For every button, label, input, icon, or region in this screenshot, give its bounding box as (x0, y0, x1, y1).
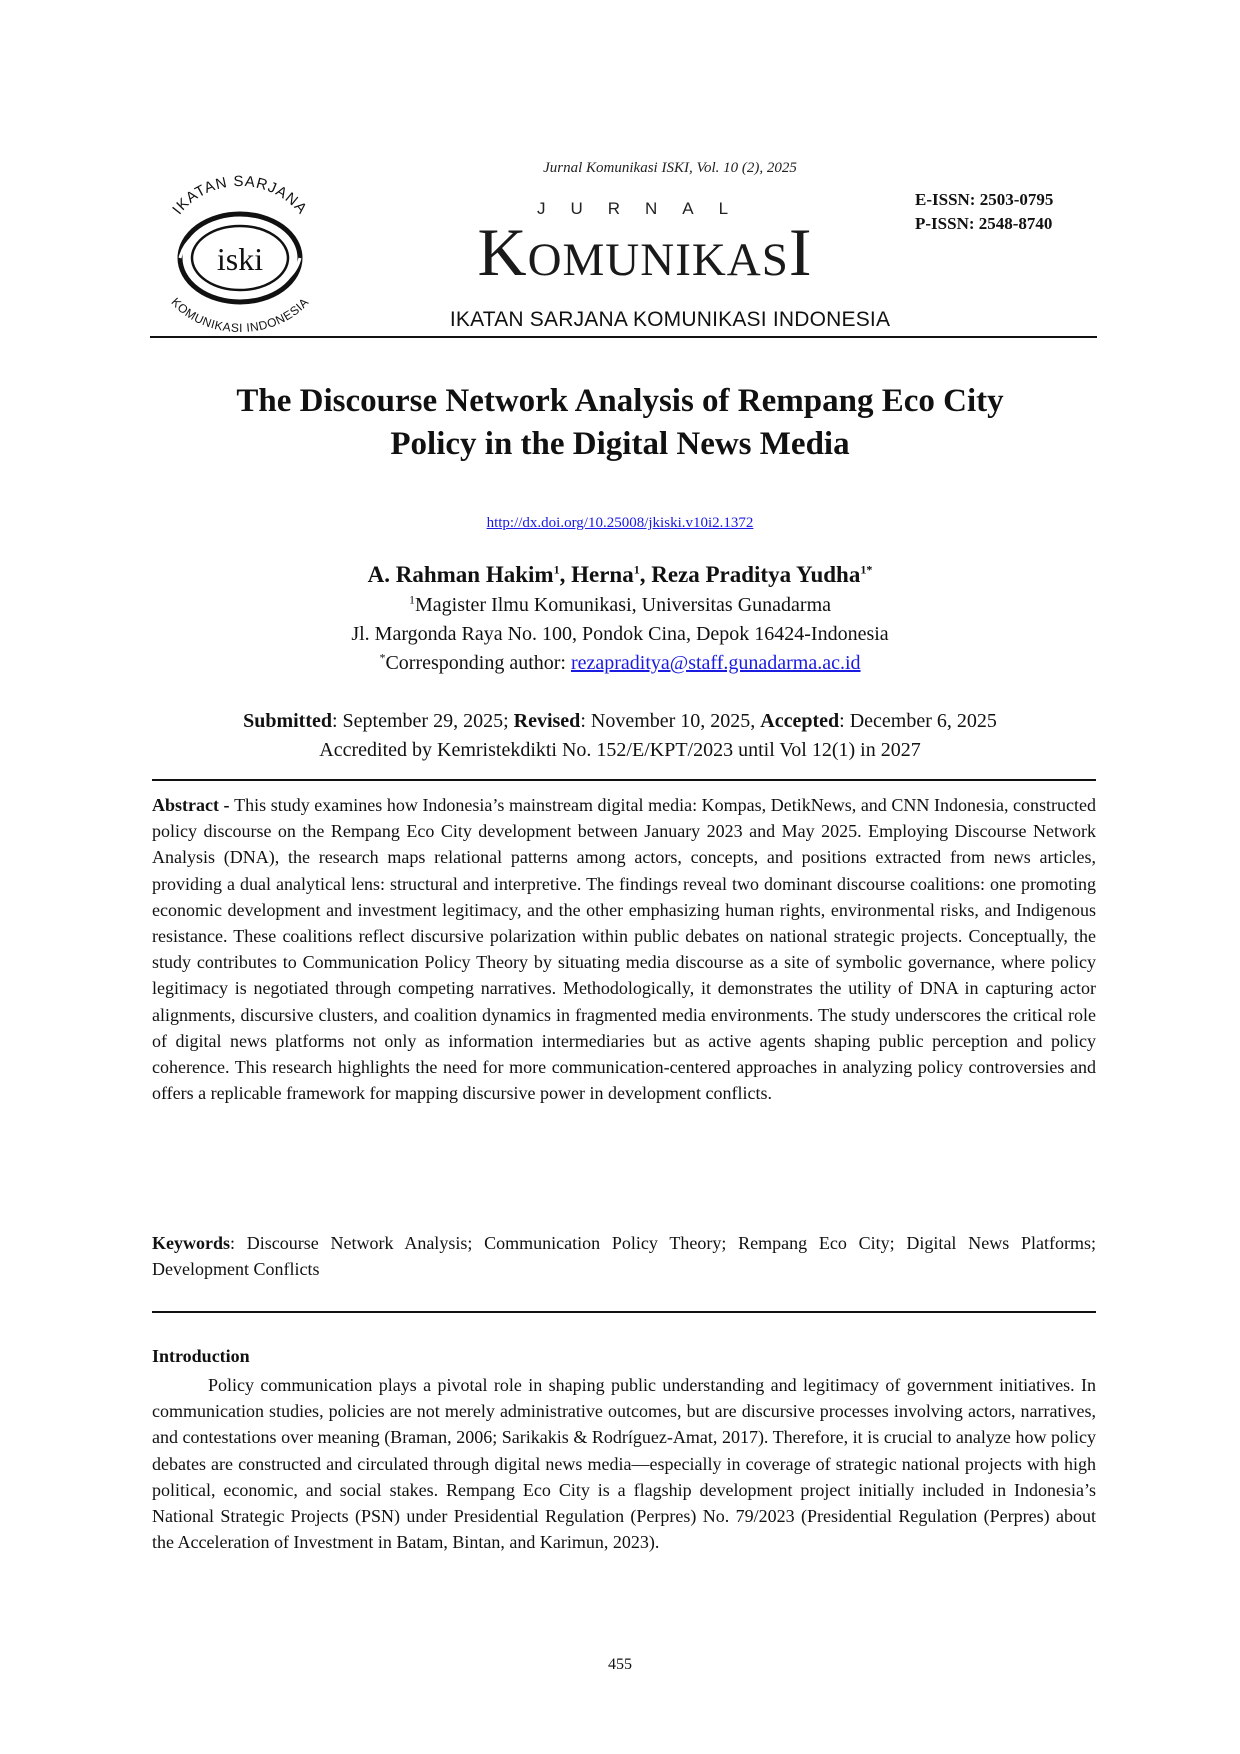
keywords-text: : Discourse Network Analysis; Communication Policy Theory; Rempang Eco City; Digital News Platforms; Development Conflicts (152, 1233, 1096, 1280)
logo-top-arc-text: IKATAN SARJANA (169, 172, 311, 218)
affiliation-marker: 1 (408, 592, 415, 607)
e-issn: E-ISSN: 2503-0795 (915, 190, 1054, 209)
corresponding-label: Corresponding author: (385, 652, 571, 674)
article-title-line-1: The Discourse Network Analysis of Rempang Eco City (236, 383, 1004, 419)
komunikasi-middle: OMUNIKAS (527, 234, 789, 286)
author-name: A. Rahman Hakim (367, 562, 554, 587)
journal-citation-line: Jurnal Komunikasi ISKI, Vol. 10 (2), 2025 (543, 160, 797, 176)
organization-name: IKATAN SARJANA KOMUNIKASI INDONESIA (449, 308, 891, 331)
logo-bottom-arc-text: KOMUNIKASI INDONESIA (168, 294, 312, 336)
affiliation-name: Magister Ilmu Komunikasi, Universitas Gunadarma (414, 594, 832, 616)
dates-line (130, 707, 1110, 736)
doi-line (130, 515, 1110, 532)
doi-link[interactable]: http://dx.doi.org/10.25008/jkiski.v10i2.1372 (486, 515, 754, 531)
keywords-paragraph (152, 1230, 1096, 1282)
abstract-text: This study examines how Indonesia’s mainstream digital media: Kompas, DetikNews, and CNN Indonesia, constructed policy discourse on the Rempang Eco City development between January 2023 and May 2025. Employing Discourse Network Analysis (DNA), the research maps relational patterns among actors, concepts, and positions extracted from news articles, providing a dual analytical lens: structural and interpretive. The findings reveal two dominant discourse coalitions: one promoting economic development and investment legitimacy, and the other emphasizing human rights, environmental risks, and Indigenous resistance. These coalitions reflect discursive polarization within public debates on national strategic projects. Conceptually, the study contributes to Communication Policy Theory by situating media discourse as a site of symbolic governance, where policy legitimacy is negotiated through competing narratives. Methodologically, it demonstrates the utility of DNA in capturing actor alignments, discursive clusters, and coalition dynamics in fragmented media environments. The study underscores the critical role of digital news platforms not only as information intermediaries but as active agents shaping public perception and policy coherence. This research highlights the need for more communication-centered approaches in analyzing policy controversies and offers a replicable framework for mapping discursive power in development conflicts. (152, 795, 1096, 1104)
svg-text:IKATAN SARJANA (169, 173, 310, 218)
author-affiliation-marker: 1 (633, 562, 640, 577)
affiliation-line (130, 591, 1110, 620)
logo-center-text: iski (216, 241, 264, 277)
submitted-label: Submitted (243, 710, 332, 732)
author-separator: , (559, 562, 572, 587)
corresponding-marker: * (379, 650, 386, 665)
author-affiliation-marker: 1* (860, 562, 873, 577)
abstract-label: Abstract - (152, 795, 235, 815)
author-list (130, 562, 1110, 588)
komunikasi-final: I (788, 214, 813, 290)
komunikasi-wordmark (430, 214, 860, 294)
author-affiliation-marker: 1 (553, 562, 560, 577)
affiliation-address: Jl. Margonda Raya No. 100, Pondok Cina, Depok 16424-Indonesia (351, 623, 889, 645)
corresponding-email-link[interactable]: rezapraditya@staff.gunadarma.ac.id (570, 652, 861, 674)
author-name: Herna (571, 562, 634, 587)
submitted-date: : September 29, 2025; (332, 710, 514, 732)
article-title (130, 380, 1110, 466)
keywords-label: Keywords (152, 1233, 230, 1253)
iski-logo-icon (146, 172, 334, 336)
komunikasi-initial: K (477, 214, 528, 290)
p-issn: P-ISSN: 2548-8740 (915, 214, 1053, 233)
author-name: Reza Praditya Yudha (651, 562, 861, 587)
issn-block (915, 188, 1053, 236)
article-title-line-2: Policy in the Digital News Media (390, 426, 850, 462)
page-number: 455 (608, 1656, 632, 1673)
accepted-date: : December 6, 2025 (839, 710, 997, 732)
affiliation-block (130, 591, 1110, 678)
revised-label: Revised (513, 710, 581, 732)
corresponding-author-line (130, 649, 1110, 678)
jurnal-wordmark: JURNAL (536, 199, 754, 218)
abstract-paragraph (152, 792, 1096, 1106)
author-separator: , (639, 562, 652, 587)
accreditation-line: Accredited by Kemristekdikti No. 152/E/KPT/2023 until Vol 12(1) in 2027 (319, 739, 921, 761)
header-divider (150, 336, 1097, 338)
revised-date: : November 10, 2025, (580, 710, 761, 732)
accepted-label: Accepted (760, 710, 840, 732)
introduction-heading: Introduction (152, 1346, 250, 1366)
abstract-bottom-divider (152, 1311, 1096, 1313)
introduction-paragraph: Policy communication plays a pivotal role in shaping public understanding and legitimacy of government initiatives. In communication studies, policies are not merely administrative outcomes, but are discursive processes involving actors, narratives, and contestations over meaning (Braman, 2006; Sarikakis & Rodríguez-Amat, 2017). Therefore, it is crucial to analyze how policy debates are constructed and circulated through digital news media—especially in coverage of strategic national projects with high political, economic, and social stakes. Rempang Eco City is a flagship development project initially included in Indonesia’s National Strategic Projects (PSN) under Presidential Regulation (Perpres) No. 79/2023 (Presidential Regulation (Perpres) about the Acceleration of Investment in Batam, Bintan, and Karimun, 2023). (152, 1375, 1096, 1553)
iski-logo (146, 172, 334, 336)
abstract-top-divider (152, 779, 1096, 781)
article-dates (130, 707, 1110, 765)
